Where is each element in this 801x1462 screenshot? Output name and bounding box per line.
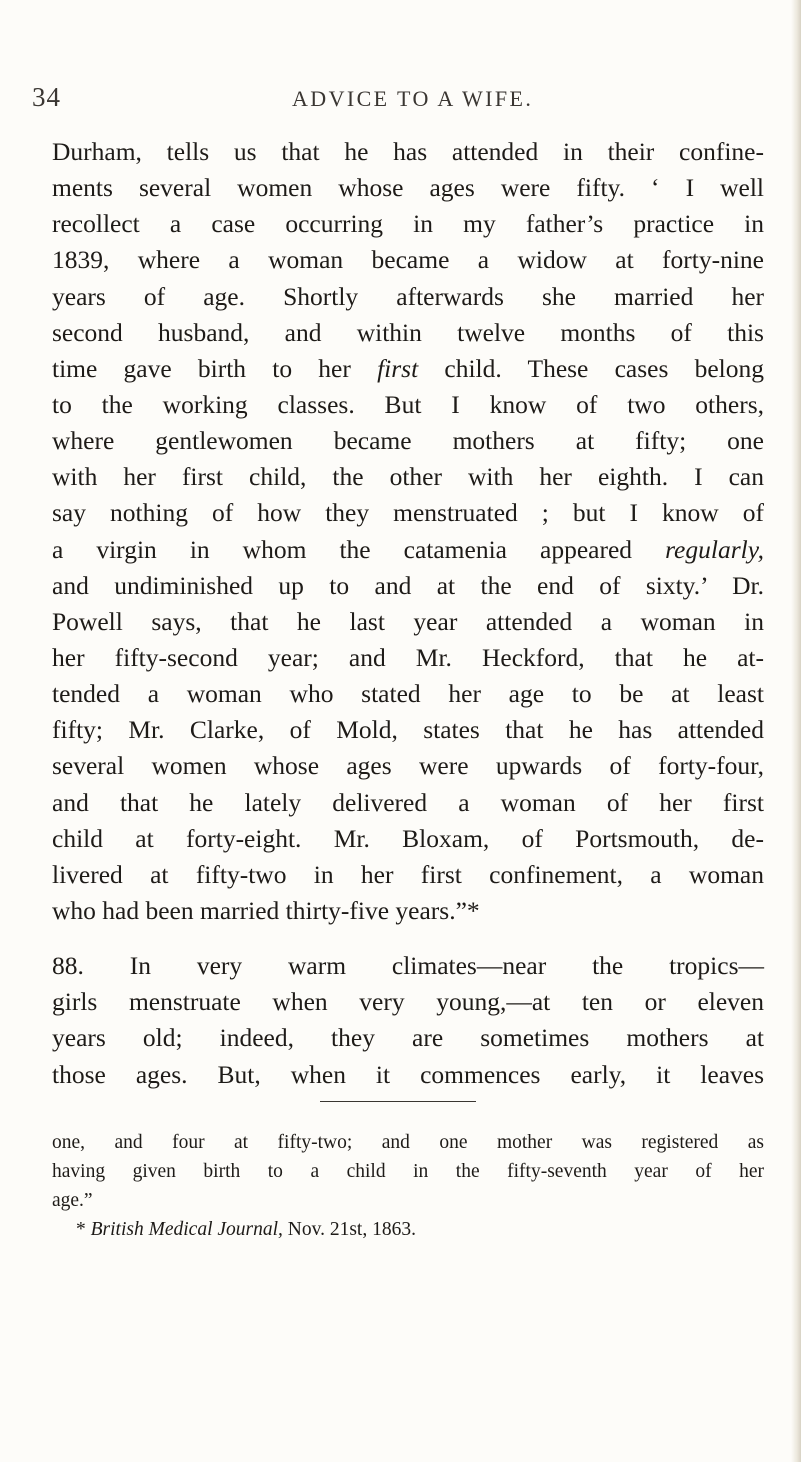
- footnotes: [52, 1128, 764, 1244]
- text-line: her fifty-second year; and Mr. Heckford, that he at-: [52, 642, 764, 672]
- text-line: and undiminished up to and at the end of sixty.’ Dr.: [52, 570, 764, 600]
- paragraph-gap: [52, 929, 764, 948]
- journal-title: British Medical Journal,: [90, 1219, 283, 1240]
- text-line: girls menstruate when very young,—at ten or eleven: [52, 987, 764, 1017]
- text-line: child at forty-eight. Mr. Bloxam, of Portsmouth, de-: [52, 823, 764, 853]
- text-line: several women whose ages were upwards of forty-four,: [52, 751, 764, 781]
- page-header: [30, 82, 770, 122]
- text-run: time gave birth to her: [52, 353, 378, 383]
- footnote-rule: [320, 1101, 476, 1102]
- text-run: a virgin in whom the catamenia appeared: [52, 534, 666, 564]
- text-line: livered at fifty-two in her first confinement, a woman: [52, 859, 764, 889]
- running-head: ADVICE TO A WIFE.: [292, 86, 534, 111]
- text-line: 1839, where a woman became a widow at forty-nine: [52, 245, 764, 275]
- text-line: second husband, and within twelve months of this: [52, 317, 764, 347]
- italic-emphasis: first: [377, 353, 419, 383]
- italic-emphasis: regularly,: [665, 534, 764, 564]
- citation-date: Nov. 21st, 1863.: [282, 1219, 416, 1240]
- footnote-line: having given birth to a child in the fifty-seventh year of her: [52, 1161, 764, 1182]
- footnote-reference: [52, 1215, 764, 1244]
- text-line: recollect a case occurring in my father’s practice in: [52, 209, 764, 239]
- text-line: Powell says, that he last year attended a woman in: [52, 606, 764, 636]
- text-line: those ages. But, when it commences early, it leaves: [52, 1059, 764, 1089]
- text-line: years of age. Shortly afterwards she married her: [52, 281, 764, 311]
- text-line: Durham, tells us that he has attended in their confine-: [52, 137, 764, 166]
- text-line: and that he lately delivered a woman of her first: [52, 787, 764, 817]
- text-line: say nothing of how they menstruated ; but I know of: [52, 498, 764, 528]
- text-line: fifty; Mr. Clarke, of Mold, states that he has attended: [52, 715, 764, 745]
- text-line: tended a woman who stated her age to be at least: [52, 679, 764, 709]
- footnote-mark: *: [76, 1219, 91, 1240]
- text-line: [52, 532, 764, 568]
- body-text: [52, 134, 764, 1093]
- text-run: child. These cases belong: [418, 353, 764, 383]
- text-line: ments several women whose ages were fifty. ‘ I well: [52, 173, 764, 203]
- footnote-line: one, and four at fifty-two; and one mother was registered as: [52, 1132, 764, 1153]
- text-line: to the working classes. But I know of two others,: [52, 389, 764, 419]
- page-edge-shadow: [791, 0, 801, 1462]
- footnote-line: age.”: [52, 1190, 93, 1211]
- text-line: who had been married thirty-five years.”*: [52, 895, 480, 925]
- text-line: [52, 351, 764, 387]
- text-line: 88. In very warm climates—near the tropics—: [52, 951, 764, 981]
- page-number: 34: [32, 82, 61, 112]
- text-line: with her first child, the other with her eighth. I can: [52, 462, 764, 492]
- text-line: years old; indeed, they are sometimes mothers at: [52, 1023, 764, 1053]
- text-line: where gentlewomen became mothers at fifty; one: [52, 426, 764, 456]
